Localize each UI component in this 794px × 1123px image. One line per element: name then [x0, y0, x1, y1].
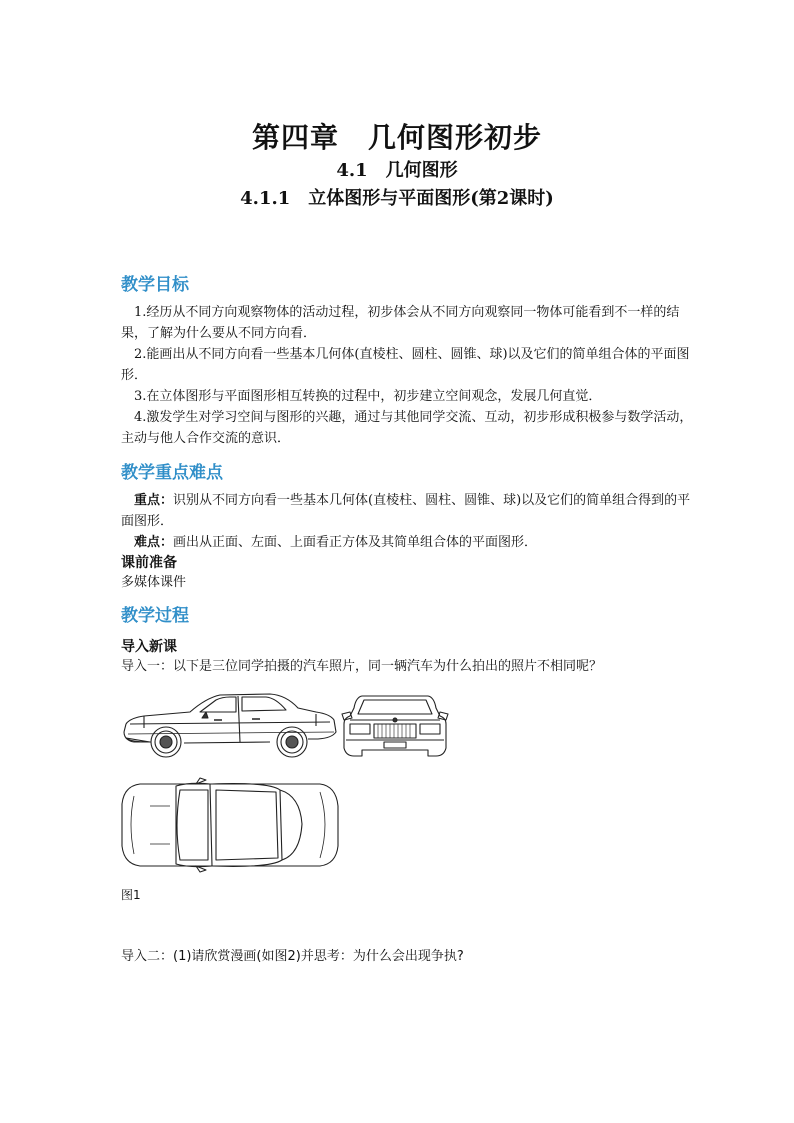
preparation-text: 多媒体课件 — [121, 575, 187, 590]
objectives-heading: 教学目标 — [121, 275, 189, 295]
focus-label: 重点： — [134, 493, 174, 508]
objective-4: 4.激发学生对学习空间与图形的兴趣，通过与其他同学交流、互动，初步形成积极参与数学活动，主动与他人合作交流的意识． — [121, 410, 693, 446]
difficulty-label: 难点： — [134, 535, 174, 550]
car-front-view-image — [340, 690, 450, 762]
figure-1-caption: 图1 — [121, 888, 141, 902]
preparation-heading: 课前准备 — [121, 555, 177, 571]
car-top-view-image — [120, 776, 340, 874]
chapter-title: 第四章 几何图形初步 — [251, 121, 542, 154]
focus-text: 识别从不同方向看一些基本几何体(直棱柱、圆柱、圆锥、球)以及它们的简单组合得到的平面图形． — [121, 493, 691, 529]
difficulty-paragraph — [121, 532, 693, 553]
objective-2: 2.能画出从不同方向看一些基本几何体(直棱柱、圆柱、圆锥、球)以及它们的简单组合体的平面图形． — [121, 347, 690, 383]
objective-1: 1.经历从不同方向观察物体的活动过程，初步体会从不同方向观察同一物体可能看到不一样的结果，了解为什么要从不同方向看． — [121, 305, 680, 341]
section-title: 4.1 几何图形 — [336, 160, 458, 181]
intro-heading: 导入新课 — [121, 639, 177, 655]
objective-3: 3.在立体图形与平面图形相互转换的过程中，初步建立空间观念，发展几何直觉． — [134, 389, 602, 404]
process-heading: 教学过程 — [121, 606, 189, 626]
intro-1-text: 导入一：以下是三位同学拍摄的汽车照片，同一辆汽车为什么拍出的照片不相同呢？ — [121, 659, 603, 674]
difficulty-text: 画出从正面、左面、上面看正方体及其简单组合体的平面图形． — [173, 535, 538, 550]
intro-2-text: 导入二：(1)请欣赏漫画(如图2)并思考：为什么会出现争执? — [121, 949, 464, 964]
car-side-view-image — [120, 690, 340, 760]
key-points-heading: 教学重点难点 — [121, 463, 223, 483]
lesson-title: 4.1.1 立体图形与平面图形(第2课时) — [240, 188, 554, 209]
focus-paragraph — [121, 490, 693, 532]
